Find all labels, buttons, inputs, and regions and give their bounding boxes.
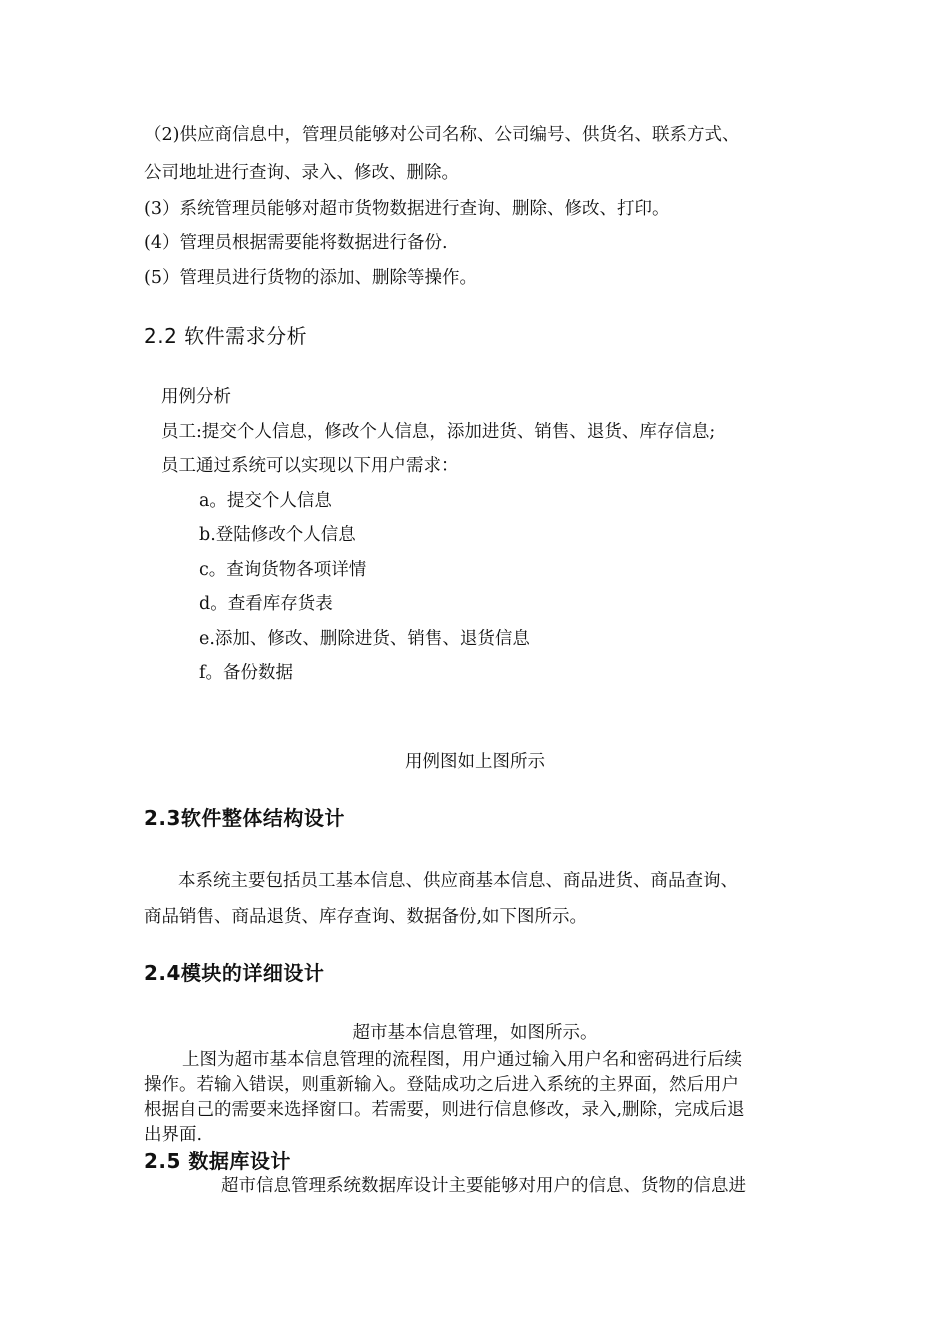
list-item: f。备份数据 — [199, 663, 293, 683]
employee-intro: 员工通过系统可以实现以下用户需求： — [161, 456, 459, 476]
section-2-4-heading: 2.4模块的详细设计 — [144, 961, 325, 985]
module-caption: 超市基本信息管理，如图所示。 — [352, 1023, 598, 1043]
section-2-2-heading: 2.2 软件需求分析 — [144, 324, 308, 348]
section-2-3-heading: 2.3软件整体结构设计 — [144, 806, 345, 830]
database-para-line-1: 超市信息管理系统数据库设计主要能够对用户的信息、货物的信息进 — [221, 1176, 746, 1196]
list-item: e.添加、修改、删除进货、销售、退货信息 — [199, 629, 530, 649]
item-4: (4）管理员根据需要能将数据进行备份. — [144, 233, 448, 253]
item-5: (5）管理员进行货物的添加、删除等操作。 — [144, 268, 477, 288]
employee-line: 员工:提交个人信息，修改个人信息，添加进货、销售、退货、库存信息; — [161, 422, 716, 442]
module-para-line-1: 上图为超市基本信息管理的流程图，用户通过输入用户名和密码进行后续 — [182, 1050, 742, 1070]
module-para-line-3: 根据自己的需要来选择窗口。若需要，则进行信息修改，录入,删除，完成后退 — [144, 1100, 745, 1120]
use-case-title: 用例分析 — [161, 387, 231, 407]
item-2-line-1: （2)供应商信息中，管理员能够对公司名称、公司编号、供货名、联系方式、 — [144, 125, 740, 145]
section-2-5-heading: 2.5 数据库设计 — [144, 1149, 291, 1173]
use-case-caption: 用例图如上图所示 — [405, 752, 545, 772]
module-para-line-4: 出界面. — [144, 1125, 203, 1145]
module-para-line-2: 操作。若输入错误，则重新输入。登陆成功之后进入系统的主界面，然后用户 — [144, 1075, 739, 1095]
item-2-line-2: 公司地址进行查询、录入、修改、删除。 — [144, 163, 459, 183]
structure-para-line-2: 商品销售、商品退货、库存查询、数据备份,如下图所示。 — [144, 907, 588, 927]
list-item: d。查看库存货表 — [199, 594, 333, 614]
list-item: b.登陆修改个人信息 — [199, 525, 356, 545]
item-3: (3）系统管理员能够对超市货物数据进行查询、删除、修改、打印。 — [144, 199, 670, 219]
list-item: c。查询货物各项详情 — [199, 560, 367, 580]
list-item: a。提交个人信息 — [199, 491, 332, 511]
structure-para-line-1: 本系统主要包括员工基本信息、供应商基本信息、商品进货、商品查询、 — [178, 871, 738, 891]
